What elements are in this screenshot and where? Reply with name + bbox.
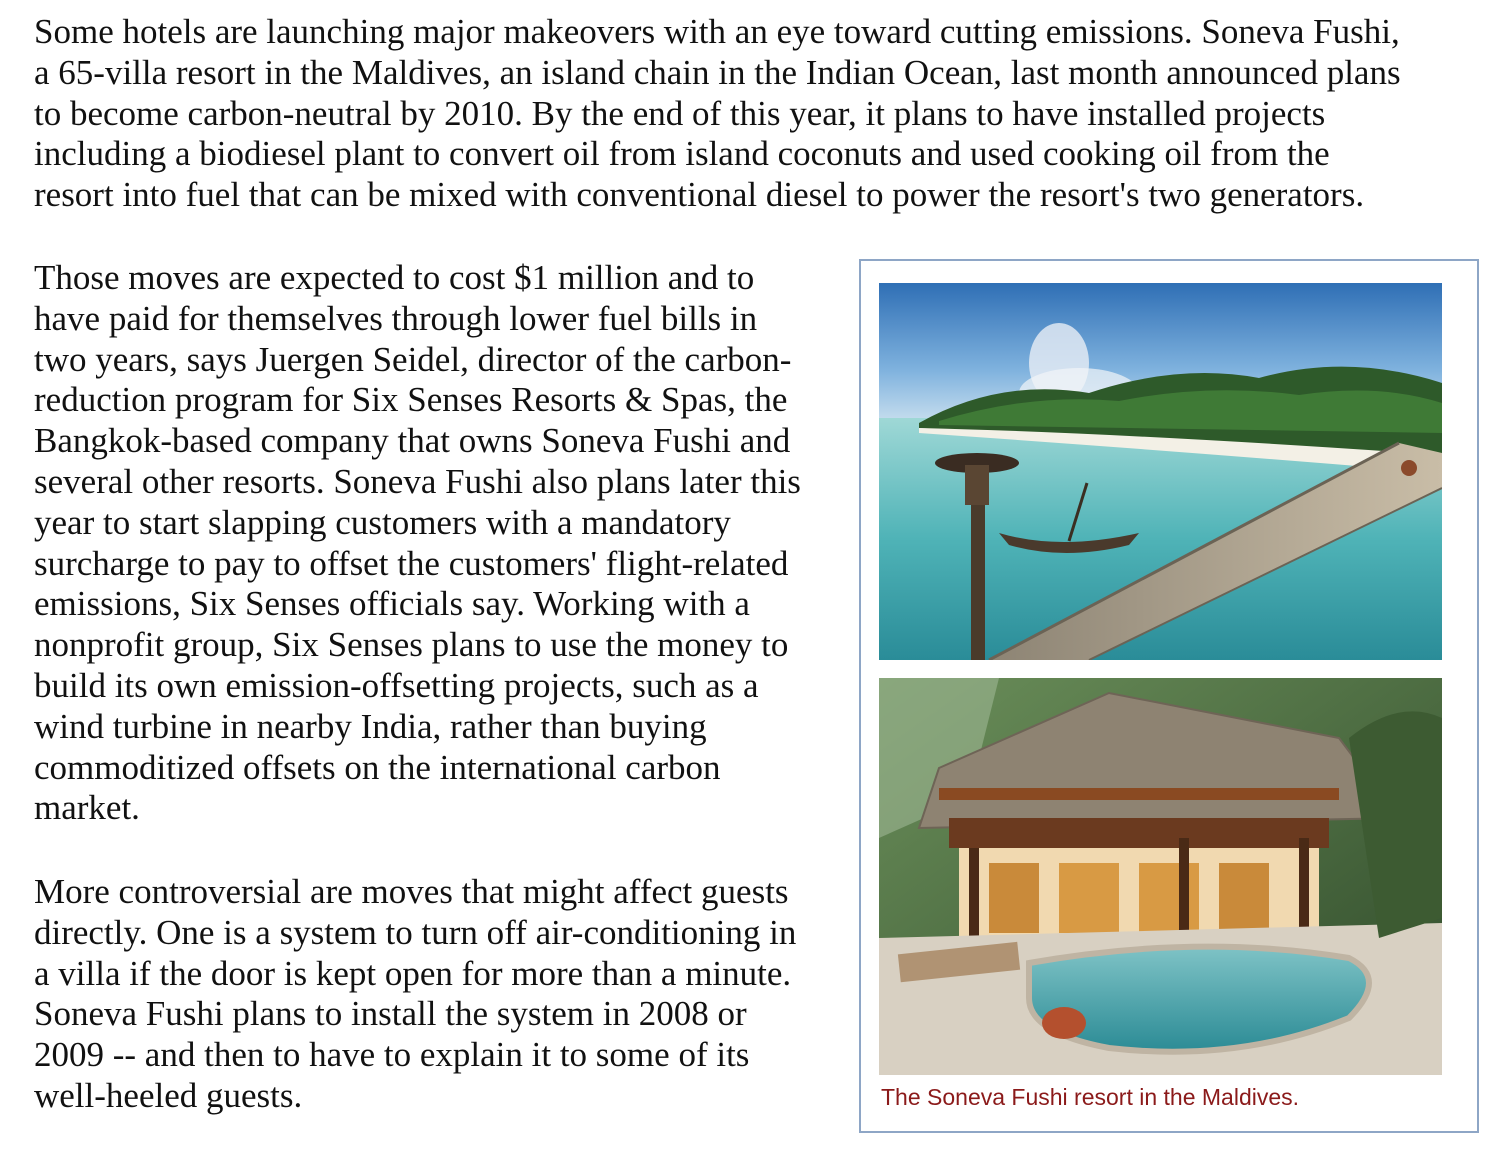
article-paragraph-2 bbox=[34, 258, 846, 829]
beach-jetty-illustration bbox=[879, 283, 1442, 660]
text-line: emissions, Six Senses officials say. Working with a bbox=[34, 584, 750, 624]
text-line: commoditized offsets on the international carbon bbox=[34, 747, 721, 787]
text-line: More controversial are moves that might affect guests bbox=[34, 872, 789, 911]
villa-pool-photo bbox=[879, 678, 1442, 1075]
text-line: wind turbine in nearby India, rather than buying bbox=[34, 706, 707, 746]
text-line: to become carbon-neutral by 2010. By the end of this year, it plans to have installed projects bbox=[34, 93, 1326, 133]
text-line: build its own emission-offsetting projects, such as a bbox=[34, 665, 759, 705]
text-line: resort into fuel that can be mixed with conventional diesel to power the resort's two generators. bbox=[34, 175, 1365, 215]
text-line: several other resorts. Soneva Fushi also plans later this bbox=[34, 461, 801, 501]
article-paragraph-1 bbox=[34, 12, 1484, 216]
beach-jetty-photo bbox=[879, 283, 1442, 660]
text-line: surcharge to pay to offset the customers' flight-related bbox=[34, 543, 789, 583]
text-line: well-heeled guests. bbox=[34, 1075, 303, 1115]
text-line: have paid for themselves through lower fuel bills in bbox=[34, 298, 758, 338]
text-line: nonprofit group, Six Senses plans to use the money to bbox=[34, 625, 789, 665]
text-line: year to start slapping customers with a mandatory bbox=[34, 502, 731, 542]
photo-figure bbox=[859, 259, 1479, 1133]
villa-pool-illustration bbox=[879, 678, 1442, 1075]
text-line: directly. One is a system to turn off air-conditioning in bbox=[34, 912, 797, 952]
text-line: Some hotels are launching major makeovers with an eye toward cutting emissions. Soneva Fushi, bbox=[34, 12, 1400, 51]
text-line: Those moves are expected to cost $1 million and to bbox=[34, 258, 755, 297]
text-line: a 65-villa resort in the Maldives, an island chain in the Indian Ocean, last month announced plans bbox=[34, 52, 1401, 92]
text-line: Bangkok-based company that owns Soneva Fushi and bbox=[34, 421, 791, 461]
text-line: two years, says Juergen Seidel, director of the carbon- bbox=[34, 339, 792, 379]
text-line: a villa if the door is kept open for more than a minute. bbox=[34, 953, 792, 993]
article-paragraph-3 bbox=[34, 872, 846, 1117]
text-line: 2009 -- and then to have to explain it to some of its bbox=[34, 1035, 750, 1075]
text-line: Soneva Fushi plans to install the system in 2008 or bbox=[34, 994, 747, 1034]
photo-caption: The Soneva Fushi resort in the Maldives. bbox=[881, 1084, 1300, 1110]
text-line: market. bbox=[34, 788, 140, 828]
text-line: reduction program for Six Senses Resorts & Spas, the bbox=[34, 380, 788, 420]
text-line: including a biodiesel plant to convert oil from island coconuts and used cooking oil from the bbox=[34, 134, 1330, 174]
